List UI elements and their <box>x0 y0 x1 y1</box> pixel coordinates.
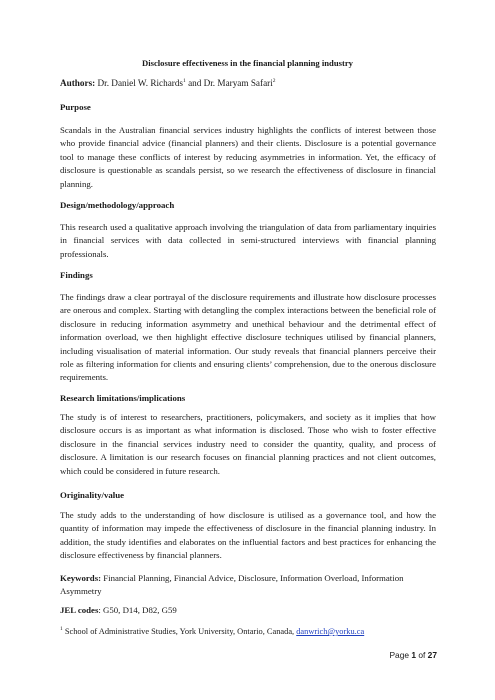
page-total: 27 <box>427 650 437 660</box>
author-1-footnote-mark: 1 <box>183 78 186 84</box>
author-joiner: and <box>185 78 204 89</box>
footnote-mark: 1 <box>60 626 63 632</box>
keywords-text: Financial Planning, Financial Advice, Disclosure, Information Overload, Information Asymmetry <box>60 573 404 597</box>
footnote <box>60 626 364 636</box>
jel-codes <box>60 605 177 615</box>
page-label: Page <box>389 650 412 660</box>
keywords-label: Keywords: <box>60 573 102 583</box>
keywords <box>60 572 436 599</box>
design-text: This research used a qualitative approach involving the triangulation of data from parliamentary inquiries in financial services with data collected in semi-structured interviews with financial planning professionals. <box>60 222 436 259</box>
author-2-footnote-mark: 2 <box>272 78 276 84</box>
originality-text: The study adds to the understanding of how disclosure is utilised as a governance tool, and how the quantity of information may impede the effectiveness of disclosure in the financial planning industry. In addition, the study identifies and elaborates on the influential factors and best practices for enhancing the disclosure effectiveness by financial planners. <box>60 510 436 561</box>
jel-label: JEL codes <box>60 605 99 615</box>
findings-heading: Findings <box>60 270 93 280</box>
purpose-text: Scandals in the Australian financial services industry highlights the conflicts of interest between those who provide financial advice (financial planners) and their clients. Disclosure is a potential governance tool to manage these conflicts of interest by reducing asymmetries in information. Yet, the efficacy of disclosure is questionable as scandals persist, so we research the effectiveness of disclosure in financial planning. <box>60 125 436 189</box>
author-1: Dr. Daniel W. Richards <box>97 78 184 89</box>
limitations-heading: Research limitations/implications <box>60 393 186 403</box>
author-email-link[interactable]: danwrich@yorku.ca <box>296 626 365 636</box>
page-number <box>389 650 437 660</box>
jel-text: : G50, D14, D82, G59 <box>98 605 177 615</box>
authors-line <box>60 78 276 88</box>
footnote-text: School of Administrative Studies, York University, Ontario, Canada, <box>62 626 297 636</box>
findings-text: The findings draw a clear portrayal of the disclosure requirements and illustrate how disclosure processes are onerous and complex. Starting with detangling the complex interactions between the beneficial role of disclosure in reducing information asymmetry and unethical behaviour and the detrimental effect of information overload, we then highlight effective disclosure techniques utilised by financial planners, including visualisation of material information. Our study reveals that financial planners perceive their role as filtering information for clients and ensuring clients’ comprehension, due to the onerous disclosure requirements. <box>60 292 436 383</box>
originality-heading: Originality/value <box>60 490 125 500</box>
design-heading: Design/methodology/approach <box>60 200 175 210</box>
authors-label: Authors: <box>60 78 96 89</box>
purpose-heading: Purpose <box>60 102 91 112</box>
page-current: 1 <box>411 650 417 660</box>
author-2: Dr. Maryam Safari <box>203 78 273 89</box>
paper-title: Disclosure effectiveness in the financial planning industry <box>142 58 353 68</box>
limitations-text: The study is of interest to researchers, practitioners, policymakers, and society as it implies that how disclosure occurs is as important as what information is disclosed. Those who wish to foster effective disclosure in the financial services industry need to consider the quantity, quality, and process of disclosure. A limitation is our research focuses on financial planning practices and not client outcomes, which could be considered in future research. <box>60 412 436 476</box>
page-of: of <box>416 650 428 660</box>
